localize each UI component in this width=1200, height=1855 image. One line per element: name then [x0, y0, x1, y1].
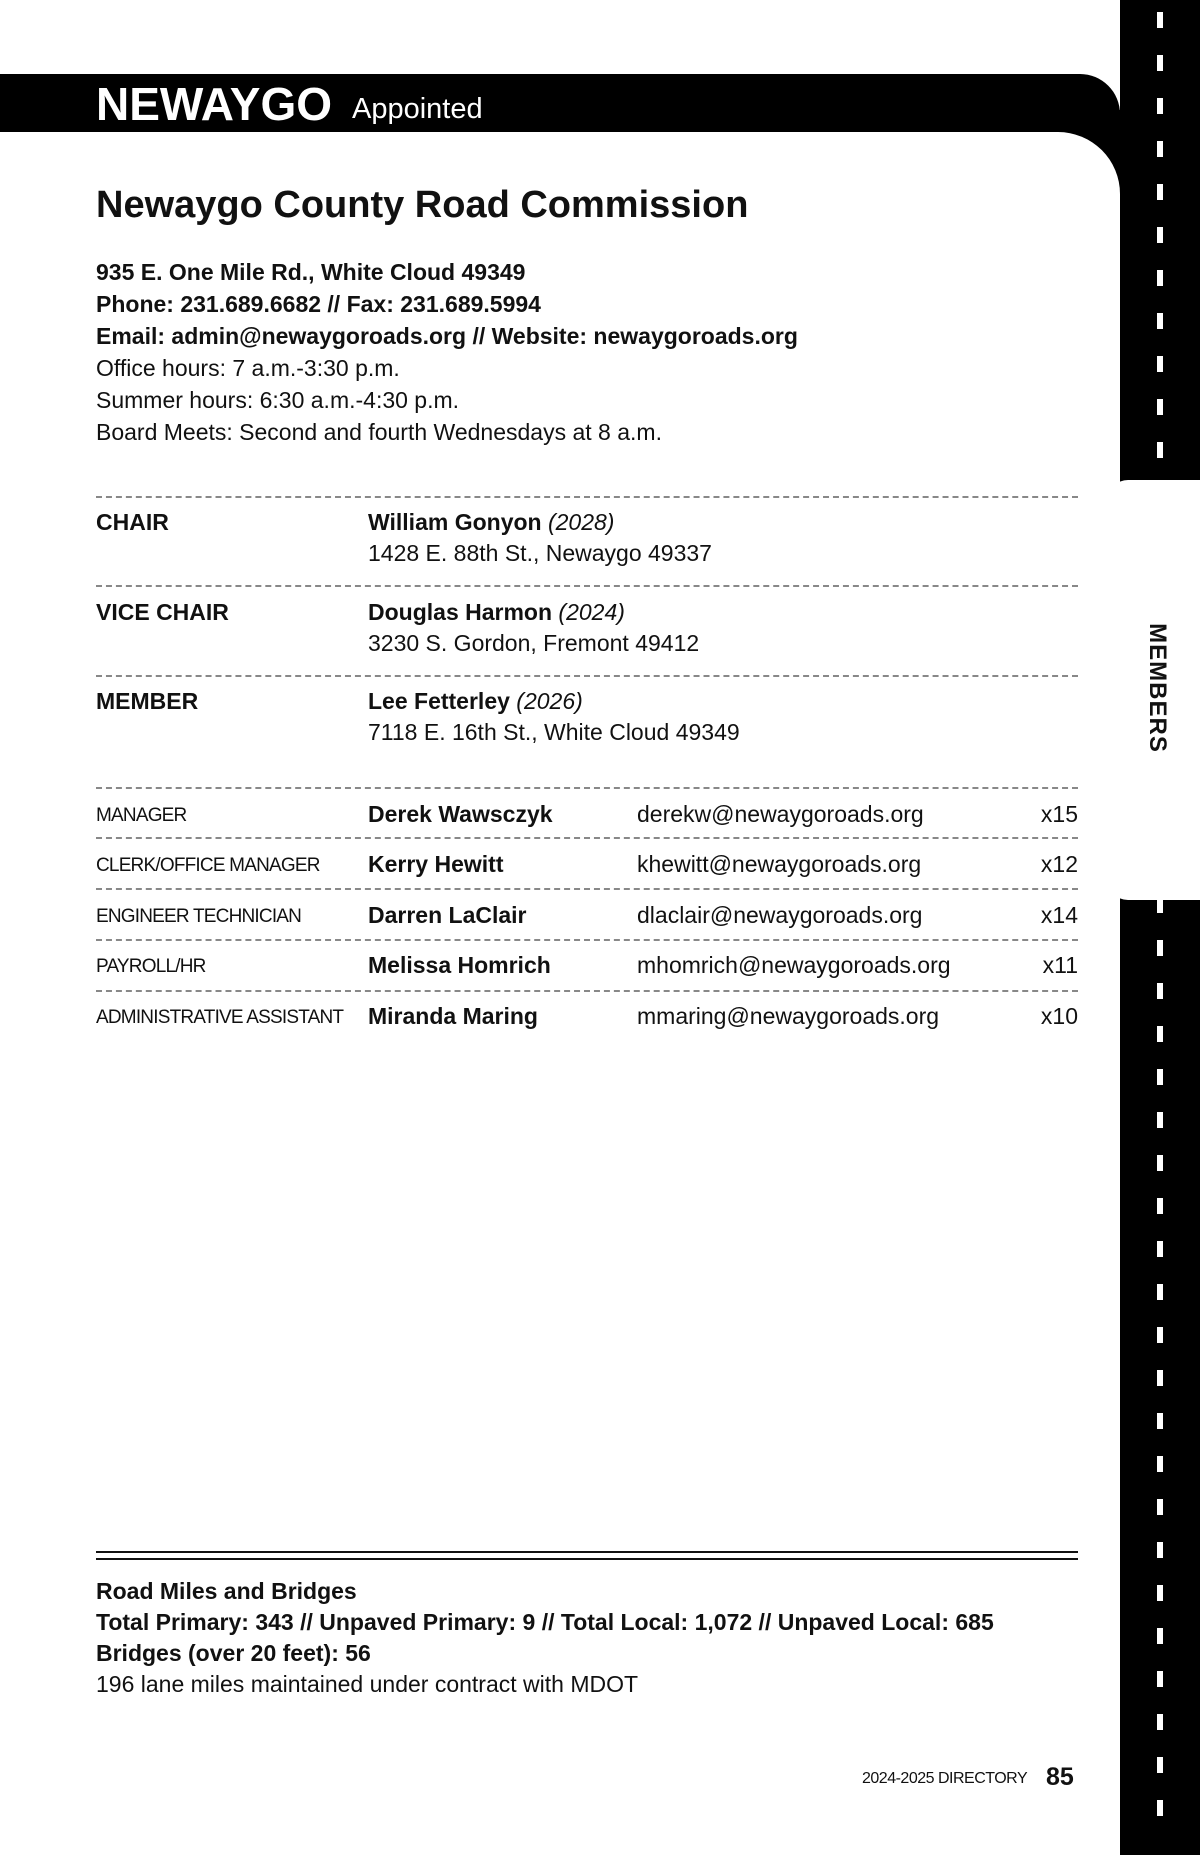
lane-dash: [1157, 1284, 1163, 1300]
board-member-address: 1428 E. 88th St., Newaygo 49337: [368, 540, 712, 566]
staff-title: MANAGER: [96, 805, 187, 826]
contact-block: [96, 256, 798, 448]
lane-dash: [1157, 313, 1163, 329]
lane-dash: [1157, 141, 1163, 157]
staff-name: Kerry Hewitt: [368, 851, 504, 877]
lane-dash: [1157, 940, 1163, 956]
staff-title: CLERK/OFFICE MANAGER: [96, 855, 320, 876]
divider: [96, 939, 1078, 941]
county-name: NEWAYGO: [96, 78, 333, 130]
board-member-name: Douglas Harmon (2024): [368, 599, 625, 625]
agency-address: 935 E. One Mile Rd., White Cloud 49349: [96, 259, 526, 285]
lane-dash: [1157, 1542, 1163, 1558]
agency-phone-fax: Phone: 231.689.6682 // Fax: 231.689.5994: [96, 291, 541, 317]
divider: [96, 837, 1078, 839]
lane-dash: [1157, 1800, 1163, 1816]
lane-dash: [1157, 442, 1163, 458]
agency-name: Newaygo County Road Commission: [96, 184, 749, 226]
staff-name: Miranda Maring: [368, 1003, 538, 1029]
road-stats-heading: Road Miles and Bridges: [96, 1578, 357, 1604]
staff-email[interactable]: derekw@newaygoroads.org: [637, 801, 924, 827]
section-tab-label: MEMBERS: [1144, 623, 1172, 753]
bridges: Bridges (over 20 feet): 56: [96, 1640, 371, 1666]
lane-dash: [1157, 1069, 1163, 1085]
divider: [96, 888, 1078, 890]
lane-dash: [1157, 1370, 1163, 1386]
board-member-address: 7118 E. 16th St., White Cloud 49349: [368, 719, 740, 745]
board-role: CHAIR: [96, 509, 169, 535]
divider: [96, 787, 1078, 789]
staff-row: [96, 798, 1078, 832]
staff-name: Derek Wawsczyk: [368, 801, 553, 827]
staff-email[interactable]: mhomrich@newaygoroads.org: [637, 952, 951, 978]
footer-directory: 2024-2025 DIRECTORY: [862, 1770, 1028, 1787]
lane-dash: [1157, 1026, 1163, 1042]
lane-dash: [1157, 184, 1163, 200]
divider: [96, 990, 1078, 992]
lane-dash: [1157, 1327, 1163, 1343]
lane-dash: [1157, 270, 1163, 286]
staff-row: [96, 899, 1078, 933]
board-meets: Board Meets: Second and fourth Wednesdays at 8 a.m.: [96, 419, 662, 445]
lane-dash: [1157, 55, 1163, 71]
lane-dash: [1157, 227, 1163, 243]
board-member-name: William Gonyon (2028): [368, 509, 615, 535]
staff-extension: x10: [1040, 1003, 1078, 1029]
summer-hours: Summer hours: 6:30 a.m.-4:30 p.m.: [96, 387, 460, 413]
lane-dash: [1157, 399, 1163, 415]
lane-dash: [1157, 1714, 1163, 1730]
page-number: 85: [1046, 1763, 1074, 1791]
lane-dash: [1157, 1241, 1163, 1257]
divider: [96, 496, 1078, 498]
lane-dash: [1157, 1456, 1163, 1472]
staff-email[interactable]: mmaring@newaygoroads.org: [637, 1003, 940, 1029]
staff-email[interactable]: dlaclair@newaygoroads.org: [637, 902, 923, 928]
staff-email[interactable]: khewitt@newaygoroads.org: [637, 851, 922, 877]
lane-dash: [1157, 356, 1163, 372]
board-member-row: [96, 506, 1078, 578]
board-member-address: 3230 S. Gordon, Fremont 49412: [368, 630, 700, 656]
staff-extension: x12: [1040, 851, 1078, 877]
lane-dash: [1157, 1671, 1163, 1687]
lane-miles: 196 lane miles maintained under contract with MDOT: [96, 1671, 639, 1697]
staff-title: PAYROLL/HR: [96, 956, 206, 977]
road-miles: Total Primary: 343 // Unpaved Primary: 9 // Total Local: 1,072 // Unpaved Local: 685: [96, 1609, 994, 1635]
staff-row: [96, 949, 1078, 983]
board-member-name: Lee Fetterley (2026): [368, 688, 583, 714]
board-role: VICE CHAIR: [96, 599, 229, 625]
lane-dash: [1157, 1112, 1163, 1128]
staff-extension: x15: [1040, 801, 1078, 827]
board-member-row: [96, 596, 1078, 668]
staff-name: Darren LaClair: [368, 902, 527, 928]
lane-dash: [1157, 1499, 1163, 1515]
staff-extension: x14: [1040, 902, 1078, 928]
lane-dash: [1157, 1198, 1163, 1214]
lane-dash: [1157, 1628, 1163, 1644]
road-stats: [96, 1576, 994, 1700]
staff-title: ENGINEER TECHNICIAN: [96, 906, 302, 927]
divider: [96, 675, 1078, 677]
staff-row: [96, 1000, 1078, 1034]
lane-dash: [1157, 1585, 1163, 1601]
lane-dash: [1157, 1757, 1163, 1773]
commission-type: Appointed: [352, 93, 483, 125]
lane-dash: [1157, 983, 1163, 999]
agency-email-website: Email: admin@newaygoroads.org // Website: newaygoroads.org: [96, 323, 798, 349]
board-role: MEMBER: [96, 688, 199, 714]
staff-name: Melissa Homrich: [368, 952, 551, 978]
staff-extension: x11: [1042, 952, 1078, 978]
divider: [96, 585, 1078, 587]
lane-dash: [1157, 12, 1163, 28]
double-rule-top: [96, 1551, 1078, 1553]
lane-dash: [1157, 1155, 1163, 1171]
road-strip: [1120, 0, 1200, 1855]
board-member-row: [96, 685, 1078, 757]
lane-dash: [1157, 98, 1163, 114]
lane-dash: [1157, 1413, 1163, 1429]
staff-row: [96, 848, 1078, 882]
double-rule-bottom: [96, 1558, 1078, 1560]
office-hours: Office hours: 7 a.m.-3:30 p.m.: [96, 355, 400, 381]
staff-title: ADMINISTRATIVE ASSISTANT: [96, 1007, 344, 1028]
